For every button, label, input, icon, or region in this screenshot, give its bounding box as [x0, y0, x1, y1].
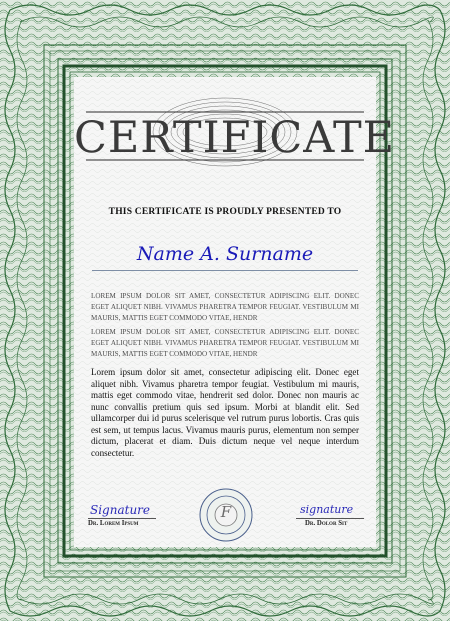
- certificate-title: CERTIFICATE: [74, 113, 396, 163]
- body-paragraph-1: LOREM IPSUM DOLOR SIT AMET, CONSECTETUR ADIPISCING ELIT. DONEC EGET ALIQUET NIBH. VIVAMUS PHARETRA TEMPOR FEUGIAT. VESTIBULUM MI MAURIS, MATTIS EGET COMMODO VITAE, HENDR: [91, 292, 359, 322]
- seal-letter: F: [220, 503, 232, 521]
- signature-left: Signature: [90, 503, 151, 517]
- presented-to-line: THIS CERTIFICATE IS PROUDLY PRESENTED TO: [108, 207, 342, 217]
- signature-right: signature: [300, 503, 354, 516]
- recipient-name: Name A. Surname: [136, 243, 314, 265]
- signer-name-left: Dr. Lorem Ipsum: [88, 520, 139, 527]
- signature-line-left: [88, 518, 156, 519]
- signature-line-right: [296, 518, 364, 519]
- signer-name-right: Dr. Dolor Sit: [305, 520, 348, 527]
- body-paragraph-2: LOREM IPSUM DOLOR SIT AMET, CONSECTETUR ADIPISCING ELIT. DONEC EGET ALIQUET NIBH. VIVAMUS PHARETRA TEMPOR FEUGIAT. VESTIBULUM MI MAURIS, MATTIS EGET COMMODO VITAE, HENDR: [91, 328, 359, 358]
- body-paragraph-3: Lorem ipsum dolor sit amet, consectetur adipiscing elit. Donec eget aliquet nibh. Vivamus pharetra tempor feugiat. Vestibulum mi mauris, mattis eget commodo vitae, hendrerit sed dolor. Donec non mauris ac nunc convallis pretium quis sed ipsum. Morbi at blandit elit. Sed ullamcorper dui id purus scelerisque vel rutrum purus lobortis. Cras quis est sem, ut tempus lacus. Vivamus mauris purus, elementum non semper dictum, placerat et diam. Duis dictum neque vel neque interdum consectetur.: [91, 367, 359, 458]
- name-underline: [92, 270, 358, 271]
